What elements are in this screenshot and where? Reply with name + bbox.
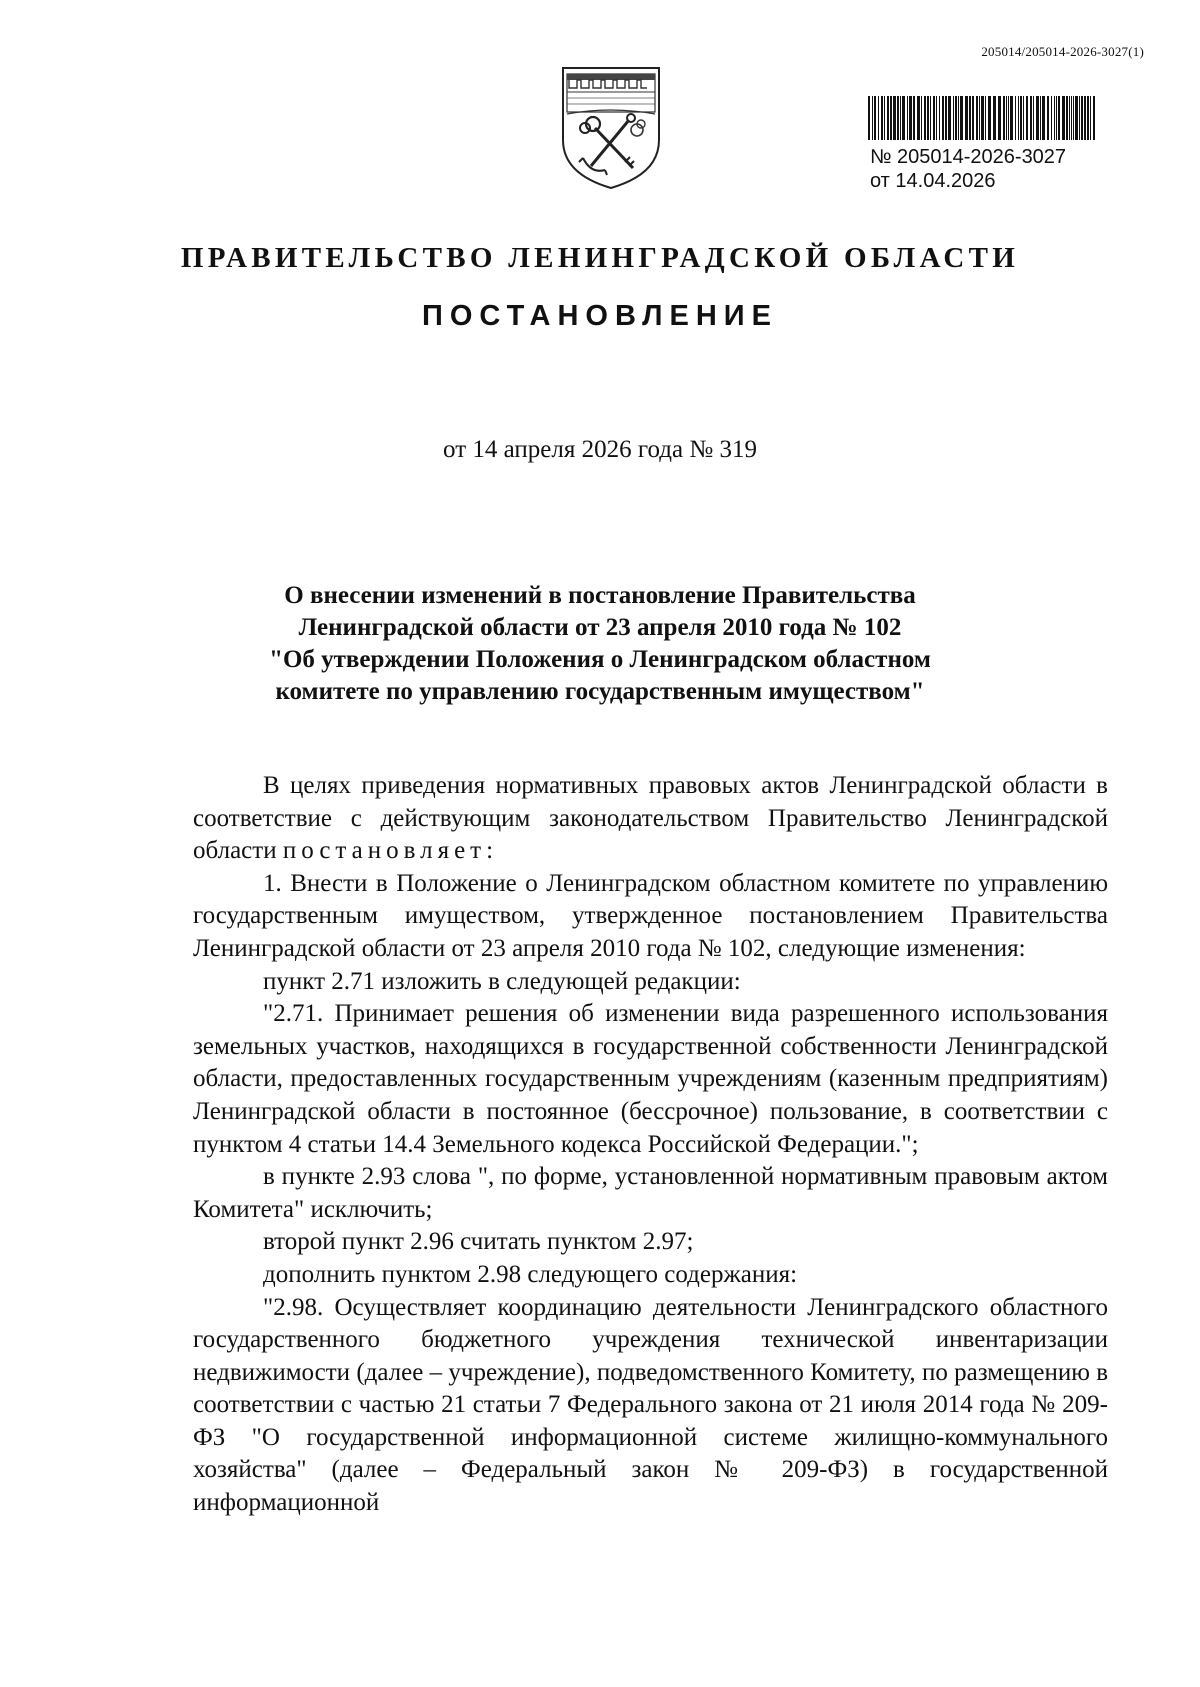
body-paragraph: дополнить пунктом 2.98 следующего содержания: xyxy=(263,1260,798,1288)
act-date-number: от 14 апреля 2026 года № 319 xyxy=(443,436,757,463)
government-title: ПРАВИТЕЛЬСТВО ЛЕНИНГРАДСКОЙ ОБЛАСТИ xyxy=(180,242,1020,274)
coat-of-arms-icon xyxy=(555,62,667,192)
document-body xyxy=(193,770,1108,1520)
subject-line: О внесении изменений в постановление Правительства xyxy=(284,582,916,609)
registration-block xyxy=(868,96,1100,193)
act-type-heading: ПОСТАНОВЛЕНИЕ xyxy=(422,300,778,332)
subject-line: Ленинградской области от 23 апреля 2010 года № 102 xyxy=(298,614,902,641)
act-subject xyxy=(190,580,1010,708)
body-paragraph: пункт 2.71 изложить в следующей редакции: xyxy=(263,967,741,995)
body-paragraph: 1. Внести в Положение о Ленинградском областном комитете по управлению государственным имуществом, утвержденное постановлением Правительства Ленинградской области от 23 апреля 2010 года № 102, следующие изменения: xyxy=(193,869,1108,962)
body-paragraph: в пункте 2.93 слова ", по форме, установленной нормативным правовым актом Комитета" исключить; xyxy=(193,1163,1108,1223)
preamble-paragraph xyxy=(193,770,1108,868)
body-paragraph: второй пункт 2.96 считать пунктом 2.97; xyxy=(263,1228,694,1256)
body-paragraph: "2.98. Осуществляет координацию деятельности Ленинградского областного государственного бюджетного учреждения технической инвентаризации недвижимости (далее – учреждение), подведомственного Комитету, по размещению в соответствии с частью 21 статьи 7 Федерального закона от 21 июля 2014 года № 209-ФЗ "О государственной информационной системе жилищно-коммунального хозяйства" (далее – Федеральный закон № 209-ФЗ) в государственной информационной xyxy=(193,1293,1108,1517)
registration-date: от 14.04.2026 xyxy=(870,170,996,192)
subject-line: комитете по управлению государственным имуществом" xyxy=(275,678,925,705)
registration-number: № 205014-2026-3027 xyxy=(870,146,1067,168)
document-id: 205014/205014-2026-3027(1) xyxy=(981,44,1144,59)
subject-line: "Об утверждении Положения о Ленинградском областном xyxy=(269,646,931,673)
body-paragraph: "2.71. Принимает решения об изменении вида разрешенного использования земельных участков, находящихся в государственной собственности Ленинградской области, предоставленных государственным учреждениям (казенным предприятиям) Ленинградской области в постоянное (бессрочное) пользование, в соответствии с пунктом 4 статьи 14.4 Земельного кодекса Российской Федерации."; xyxy=(193,1000,1108,1158)
barcode-icon xyxy=(868,96,1096,140)
preamble-text: В целях приведения нормативных правовых актов Ленинградской области в соответствие с действующим законодательством Правительство Ленинградской области xyxy=(193,772,1108,865)
preamble-resolution-word: постановляет: xyxy=(282,837,499,865)
